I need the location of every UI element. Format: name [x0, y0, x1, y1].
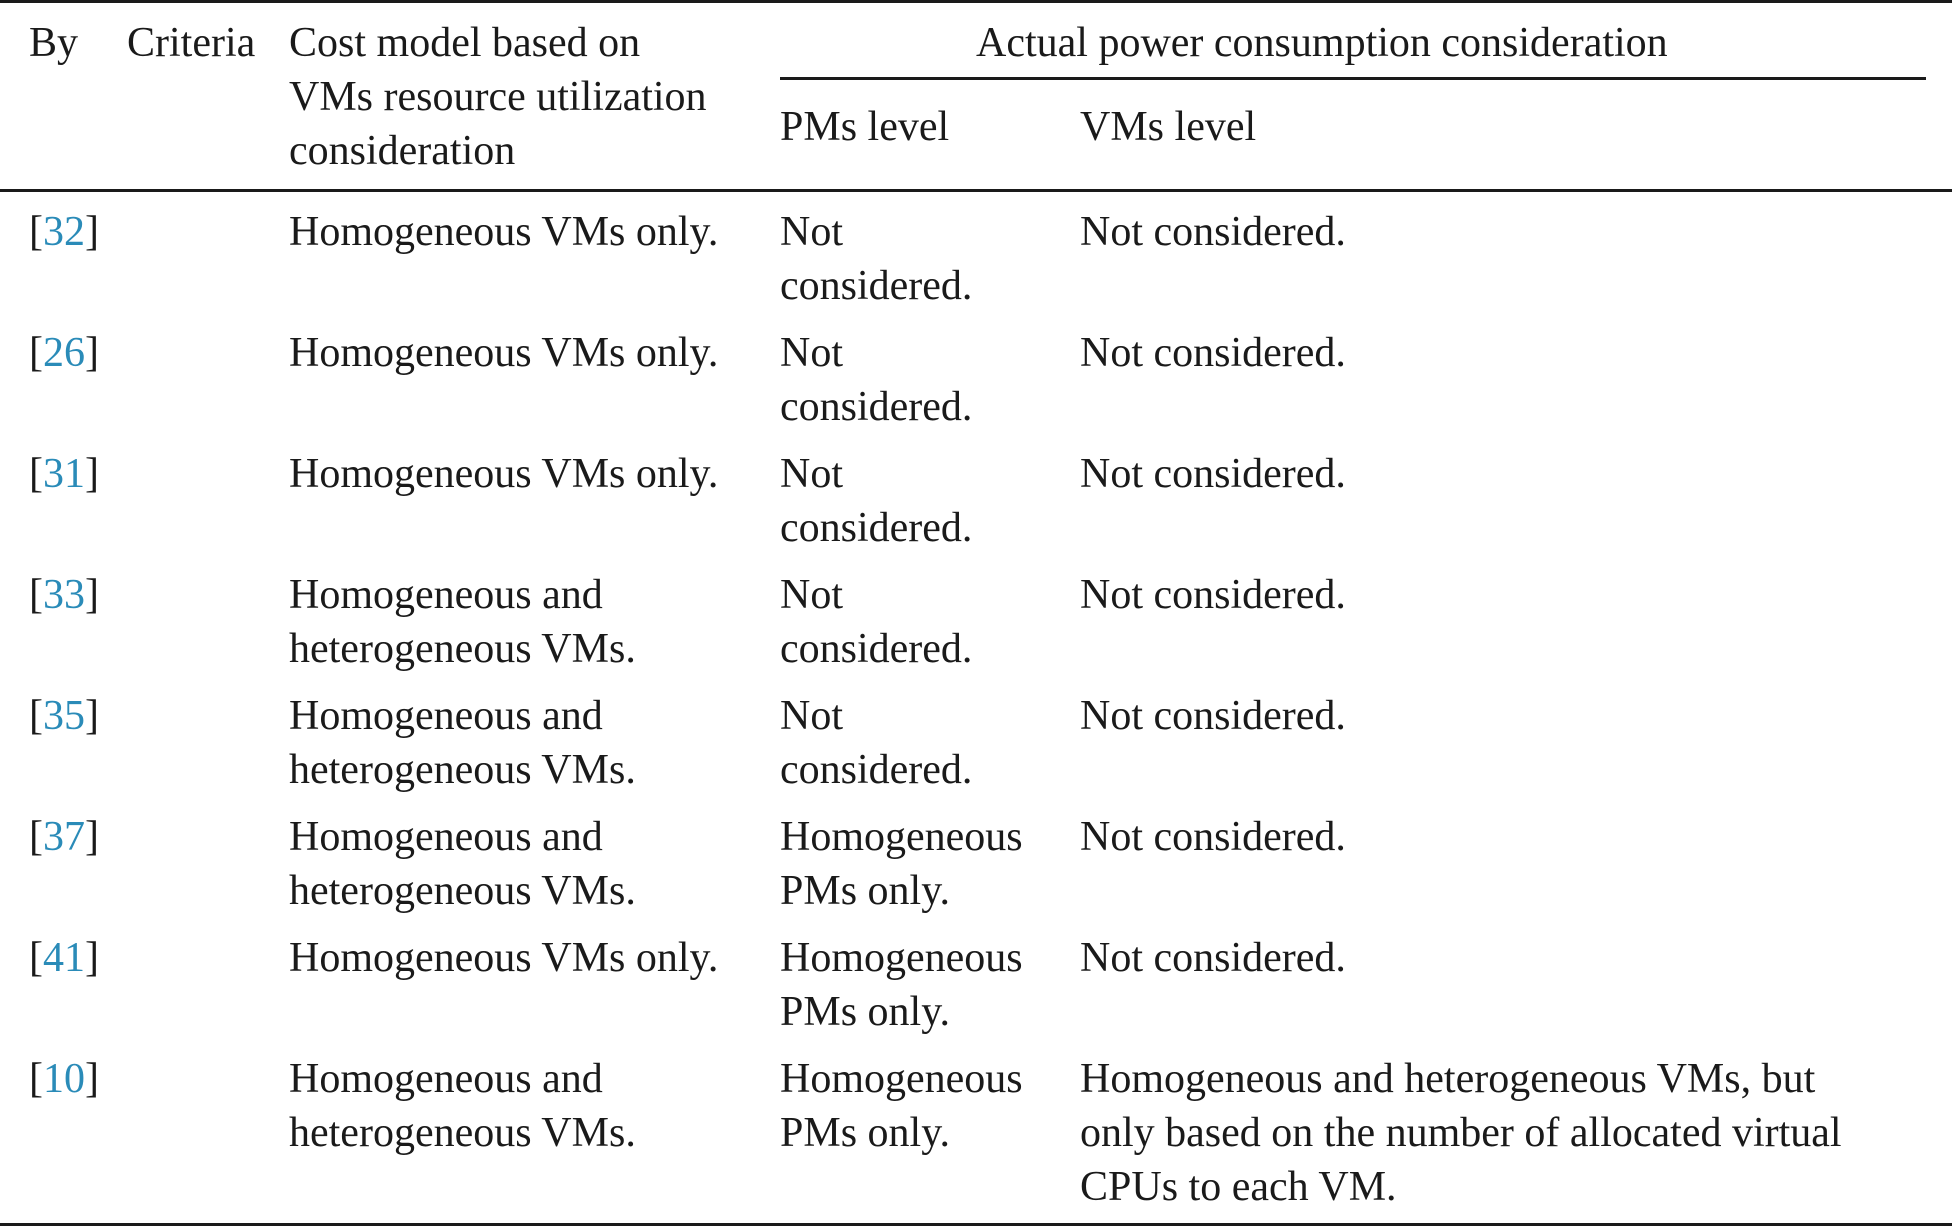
header-cost-model-line-2: VMs resource utilization — [289, 74, 707, 120]
reference-link[interactable]: 35 — [43, 693, 85, 739]
table-cell-vms-level: Not considered. — [1080, 693, 1346, 739]
table-cell-pms-level: Homogeneous — [780, 935, 1023, 981]
table-cell-vms-level: Homogeneous and heterogeneous VMs, but — [1080, 1056, 1816, 1102]
table-cell-pms-level: considered. — [780, 263, 973, 309]
table-row-reference[interactable] — [29, 689, 99, 743]
table-row-reference[interactable] — [29, 810, 99, 864]
table-bottom-rule — [0, 1223, 1952, 1226]
table-cell-cost-model: Homogeneous and — [289, 693, 603, 739]
header-actual-power: Actual power consumption consideration — [976, 20, 1668, 66]
reference-link[interactable]: 31 — [43, 451, 85, 497]
reference-link[interactable]: 41 — [43, 935, 85, 981]
power-consumption-span-rule — [780, 77, 1926, 80]
table-cell-pms-level: Homogeneous — [780, 1056, 1023, 1102]
header-pms-level: PMs level — [780, 104, 950, 150]
reference-link[interactable]: 10 — [43, 1056, 85, 1102]
table-cell-cost-model: Homogeneous VMs only. — [289, 935, 719, 981]
table-cell-vms-level: Not considered. — [1080, 330, 1346, 376]
table-row-reference[interactable] — [29, 931, 99, 985]
reference-open-bracket: [ — [29, 814, 43, 860]
table-row-reference[interactable] — [29, 326, 99, 380]
reference-open-bracket: [ — [29, 330, 43, 376]
header-bottom-rule — [0, 189, 1952, 192]
reference-close-bracket: ] — [85, 935, 99, 981]
table-cell-pms-level: Not — [780, 451, 843, 497]
table-cell-vms-level: only based on the number of allocated virtual — [1080, 1110, 1842, 1156]
table-cell-pms-level: Not — [780, 209, 843, 255]
reference-open-bracket: [ — [29, 1056, 43, 1102]
table-cell-pms-level: PMs only. — [780, 1110, 950, 1156]
header-by: By — [29, 20, 79, 66]
reference-close-bracket: ] — [85, 572, 99, 618]
table-cell-vms-level: Not considered. — [1080, 814, 1346, 860]
table-cell-pms-level: PMs only. — [780, 989, 950, 1035]
table-cell-pms-level: Homogeneous — [780, 814, 1023, 860]
header-criteria: Criteria — [127, 20, 256, 66]
table-cell-vms-level: CPUs to each VM. — [1080, 1164, 1397, 1210]
table-cell-cost-model: heterogeneous VMs. — [289, 747, 636, 793]
reference-link[interactable]: 33 — [43, 572, 85, 618]
table-cell-pms-level: PMs only. — [780, 868, 950, 914]
reference-link[interactable]: 32 — [43, 209, 85, 255]
table-cell-vms-level: Not considered. — [1080, 209, 1346, 255]
table-top-rule — [0, 0, 1952, 3]
table-cell-pms-level: considered. — [780, 747, 973, 793]
table-cell-pms-level: considered. — [780, 505, 973, 551]
reference-close-bracket: ] — [85, 814, 99, 860]
table-cell-pms-level: Not — [780, 693, 843, 739]
reference-open-bracket: [ — [29, 572, 43, 618]
reference-open-bracket: [ — [29, 693, 43, 739]
header-cost-model-line-1: Cost model based on — [289, 20, 641, 66]
table-cell-pms-level: considered. — [780, 384, 973, 430]
table-cell-vms-level: Not considered. — [1080, 935, 1346, 981]
table-row-reference[interactable] — [29, 205, 99, 259]
table-cell-cost-model: Homogeneous and — [289, 572, 603, 618]
reference-open-bracket: [ — [29, 935, 43, 981]
table-cell-cost-model: Homogeneous and — [289, 1056, 603, 1102]
reference-close-bracket: ] — [85, 209, 99, 255]
table-cell-vms-level: Not considered. — [1080, 572, 1346, 618]
reference-open-bracket: [ — [29, 451, 43, 497]
table-cell-cost-model: Homogeneous VMs only. — [289, 209, 719, 255]
table-row-reference[interactable] — [29, 1052, 99, 1106]
table-row-reference[interactable] — [29, 447, 99, 501]
table-cell-pms-level: Not — [780, 330, 843, 376]
table-row-reference[interactable] — [29, 568, 99, 622]
table-cell-cost-model: heterogeneous VMs. — [289, 1110, 636, 1156]
reference-close-bracket: ] — [85, 451, 99, 497]
reference-close-bracket: ] — [85, 1056, 99, 1102]
table-cell-cost-model: Homogeneous VMs only. — [289, 330, 719, 376]
reference-link[interactable]: 37 — [43, 814, 85, 860]
header-vms-level: VMs level — [1080, 104, 1257, 150]
reference-close-bracket: ] — [85, 330, 99, 376]
table-cell-cost-model: heterogeneous VMs. — [289, 626, 636, 672]
reference-open-bracket: [ — [29, 209, 43, 255]
reference-link[interactable]: 26 — [43, 330, 85, 376]
table-cell-vms-level: Not considered. — [1080, 451, 1346, 497]
table-cell-pms-level: Not — [780, 572, 843, 618]
reference-close-bracket: ] — [85, 693, 99, 739]
table-cell-cost-model: Homogeneous and — [289, 814, 603, 860]
table-cell-pms-level: considered. — [780, 626, 973, 672]
table-cell-cost-model: Homogeneous VMs only. — [289, 451, 719, 497]
header-cost-model-line-3: consideration — [289, 128, 516, 174]
table-cell-cost-model: heterogeneous VMs. — [289, 868, 636, 914]
